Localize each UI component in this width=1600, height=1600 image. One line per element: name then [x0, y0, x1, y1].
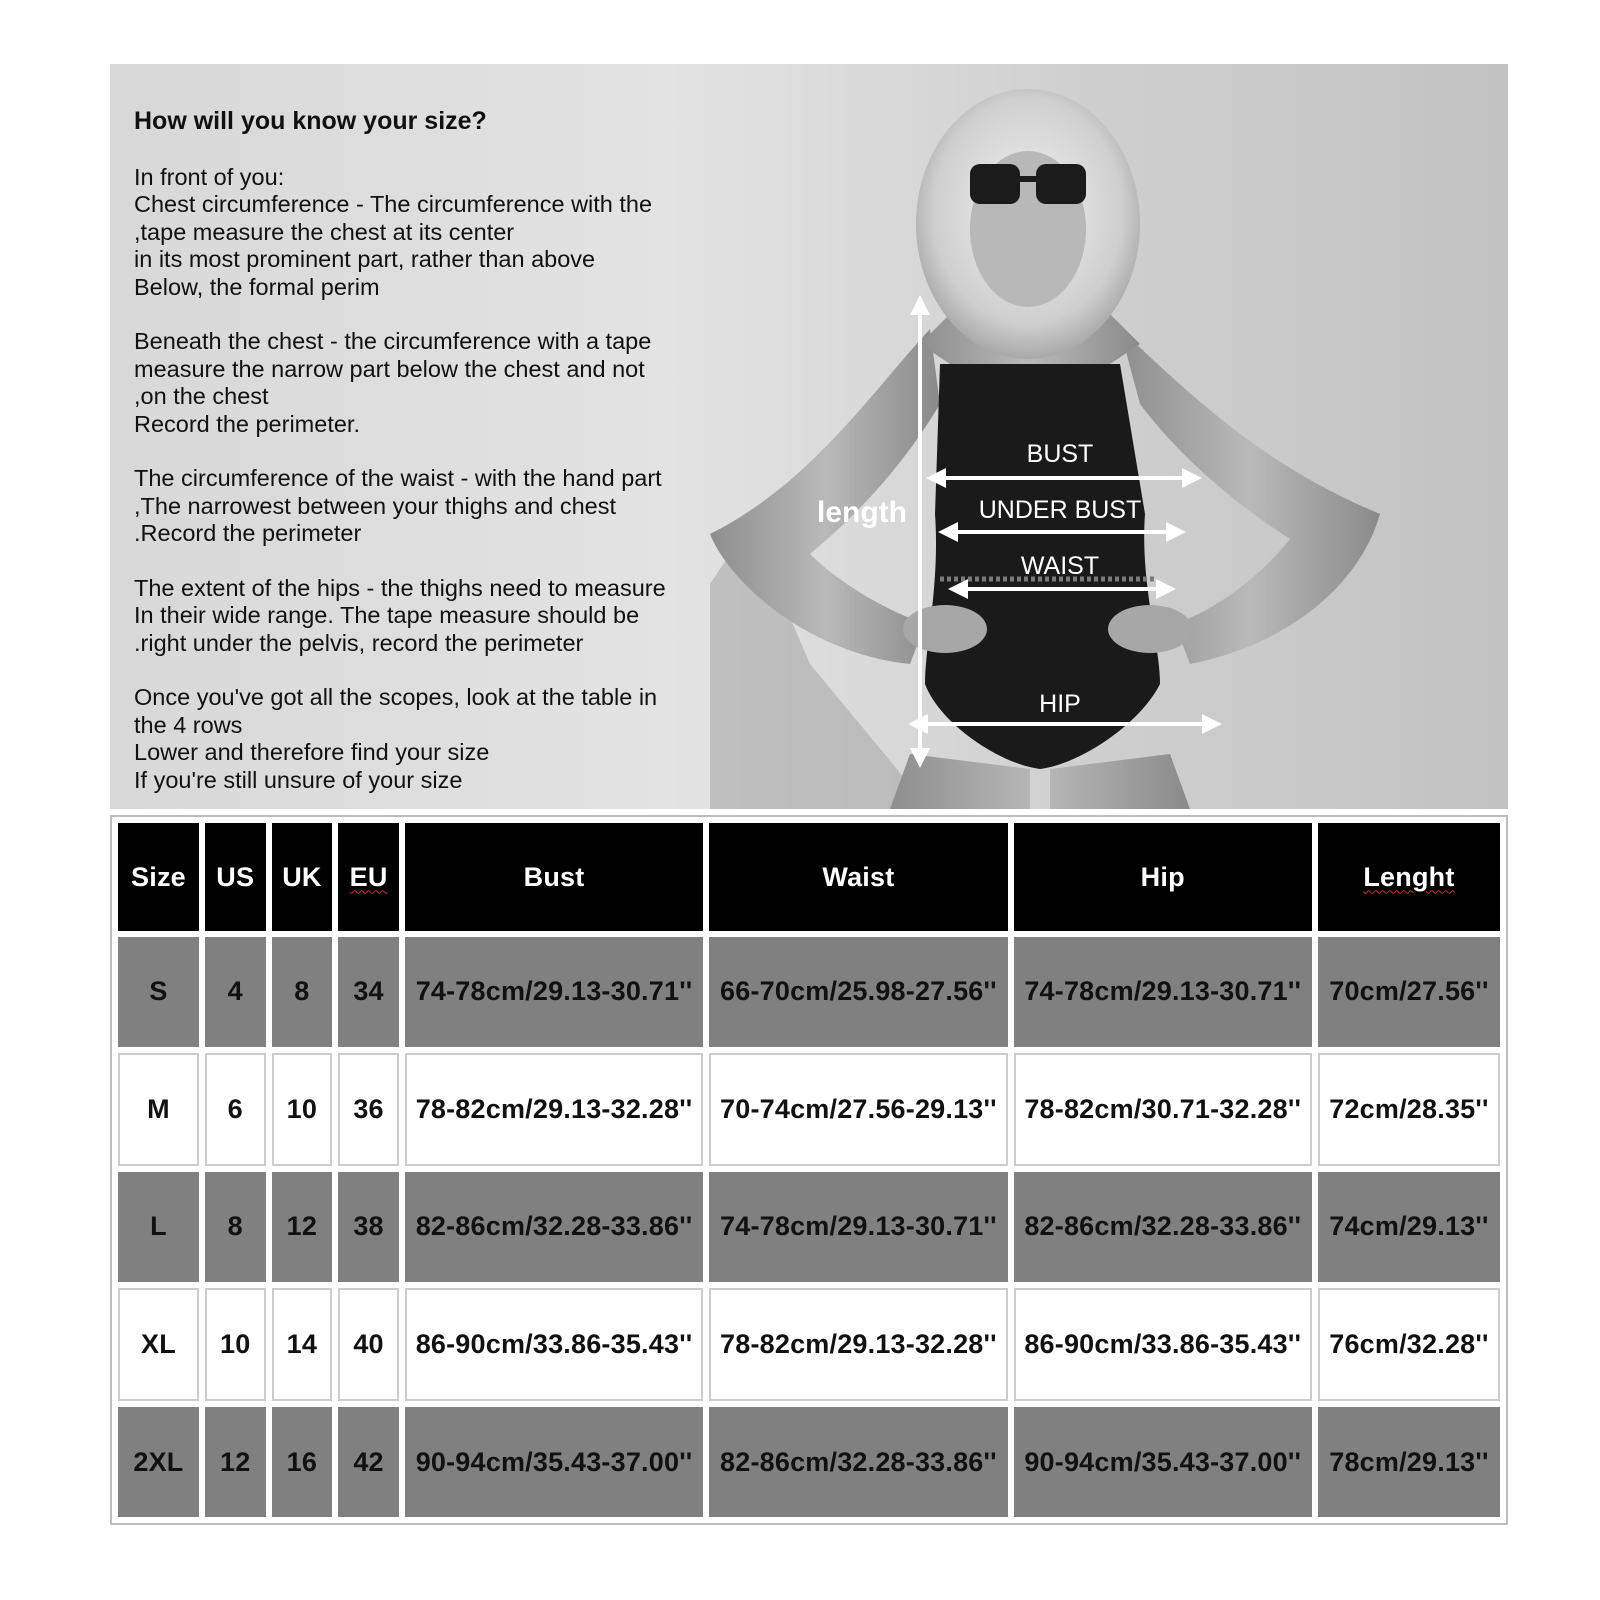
waist-label: WAIST — [1020, 552, 1100, 580]
cell-bust: 78-82cm/29.13-32.28'' — [405, 1053, 703, 1167]
size-chart-table — [110, 815, 1508, 1525]
cell-waist: 74-78cm/29.13-30.71'' — [709, 1172, 1007, 1282]
cell-length: 76cm/32.28'' — [1318, 1288, 1500, 1402]
header-bust: Bust — [405, 823, 703, 931]
sunglasses-bridge — [1018, 176, 1038, 182]
under-bust-label: UNDER BUST — [978, 496, 1142, 524]
guide-line: measure the narrow part below the chest and not — [134, 355, 645, 382]
guide-line: ,The narrowest between your thighs and chest — [134, 492, 617, 519]
left-hand — [903, 605, 987, 653]
cell-bust: 90-94cm/35.43-37.00'' — [405, 1407, 703, 1517]
cell-uk: 14 — [272, 1288, 333, 1402]
guide-line: ,tape measure the chest at its center — [134, 218, 515, 245]
header-uk: UK — [272, 823, 333, 931]
cell-eu: 40 — [338, 1288, 399, 1402]
cell-hip: 74-78cm/29.13-30.71'' — [1014, 937, 1312, 1047]
header-waist: Waist — [709, 823, 1007, 931]
photo-panel — [110, 64, 1508, 809]
cell-bust: 86-90cm/33.86-35.43'' — [405, 1288, 703, 1402]
length-label: length — [817, 496, 907, 529]
cell-bust: 82-86cm/32.28-33.86'' — [405, 1172, 703, 1282]
header-hip: Hip — [1014, 823, 1312, 931]
table-row — [118, 1407, 1500, 1517]
cell-us: 4 — [205, 937, 266, 1047]
header-length: Lenght — [1318, 823, 1500, 931]
table-row — [118, 1172, 1500, 1282]
cell-length: 70cm/27.56'' — [1318, 937, 1500, 1047]
cell-size: XL — [118, 1288, 199, 1402]
guide-line: The extent of the hips - the thighs need to measure — [134, 574, 666, 601]
guide-line: Once you've got all the scopes, look at the table in — [134, 684, 658, 710]
cell-length: 78cm/29.13'' — [1318, 1407, 1500, 1517]
guide-line: .Record the perimeter — [134, 520, 362, 546]
guide-line: in its most prominent part, rather than above — [134, 246, 596, 272]
table-header-row — [118, 823, 1500, 931]
guide-line: Beneath the chest - the circumference with a tape — [134, 328, 652, 354]
cell-hip: 86-90cm/33.86-35.43'' — [1014, 1288, 1312, 1402]
cell-length: 74cm/29.13'' — [1318, 1172, 1500, 1282]
table-row — [118, 1053, 1500, 1167]
cell-hip: 90-94cm/35.43-37.00'' — [1014, 1407, 1312, 1517]
cell-eu: 34 — [338, 937, 399, 1047]
guide-line: Record the perimeter. — [134, 410, 360, 437]
model-figure — [110, 64, 1508, 809]
right-hand — [1108, 605, 1192, 653]
cell-us: 12 — [205, 1407, 266, 1517]
hip-label: HIP — [1039, 690, 1081, 718]
cell-size: 2XL — [118, 1407, 199, 1517]
cell-uk: 16 — [272, 1407, 333, 1517]
cell-uk: 10 — [272, 1053, 333, 1167]
table-row — [118, 937, 1500, 1047]
guide-line: The circumference of the waist - with the hand part — [134, 465, 662, 491]
header-eu: EU — [338, 823, 399, 931]
cell-length: 72cm/28.35'' — [1318, 1053, 1500, 1167]
cell-us: 6 — [205, 1053, 266, 1167]
cell-size: S — [118, 937, 199, 1047]
guide-line: the 4 rows — [134, 711, 243, 738]
guide-line: .right under the pelvis, record the perimeter — [134, 629, 584, 656]
bust-label: BUST — [1026, 440, 1094, 468]
header-size: Size — [118, 823, 199, 931]
guide-line: If you're still unsure of your size — [134, 766, 463, 793]
guide-line: Chest circumference - The circumference with the — [134, 191, 653, 217]
cell-size: L — [118, 1172, 199, 1282]
cell-uk: 12 — [272, 1172, 333, 1282]
guide-line: In front of you: — [134, 163, 285, 190]
guide-line: Lower and therefore find your size — [134, 739, 490, 765]
cell-waist: 82-86cm/32.28-33.86'' — [709, 1407, 1007, 1517]
cell-waist: 66-70cm/25.98-27.56'' — [709, 937, 1007, 1047]
cell-hip: 78-82cm/30.71-32.28'' — [1014, 1053, 1312, 1167]
sunglasses-left — [970, 164, 1020, 204]
cell-waist: 78-82cm/29.13-32.28'' — [709, 1288, 1007, 1402]
cell-us: 8 — [205, 1172, 266, 1282]
cell-size: M — [118, 1053, 199, 1167]
cell-bust: 74-78cm/29.13-30.71'' — [405, 937, 703, 1047]
guide-title: How will you know your size? — [134, 107, 487, 135]
sunglasses-right — [1036, 164, 1086, 204]
cell-eu: 36 — [338, 1053, 399, 1167]
cell-eu: 42 — [338, 1407, 399, 1517]
header-us: US — [205, 823, 266, 931]
guide-line: In their wide range. The tape measure should be — [134, 602, 640, 628]
guide-line: Below, the formal perim — [134, 273, 380, 300]
cell-us: 10 — [205, 1288, 266, 1402]
cell-eu: 38 — [338, 1172, 399, 1282]
cell-uk: 8 — [272, 937, 333, 1047]
cell-hip: 82-86cm/32.28-33.86'' — [1014, 1172, 1312, 1282]
cell-waist: 70-74cm/27.56-29.13'' — [709, 1053, 1007, 1167]
guide-line: ,on the chest — [134, 383, 269, 409]
table-row — [118, 1288, 1500, 1402]
